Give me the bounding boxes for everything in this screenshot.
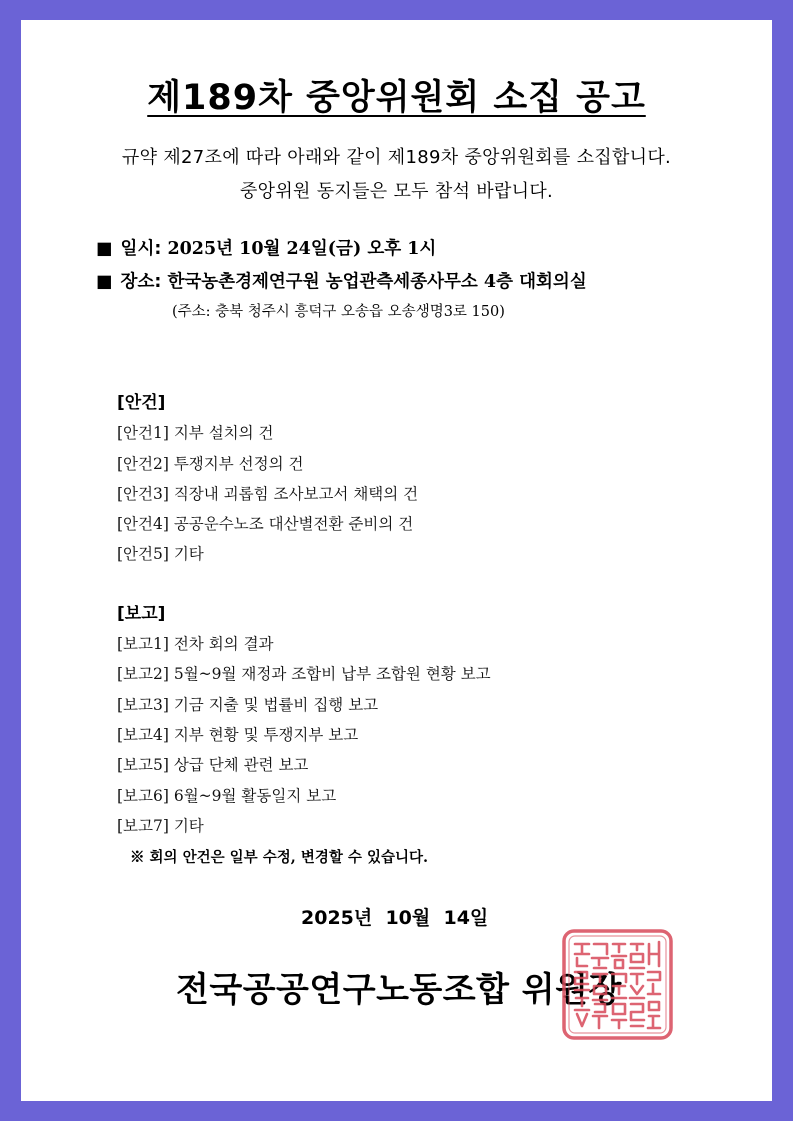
report-item: [보고4] 지부 현황 및 투쟁지부 보고 (117, 726, 359, 744)
agenda-item: [안건4] 공공운수노조 대산별전환 준비의 건 (117, 515, 414, 533)
datetime-value: 2025년 10월 24일(금) 오후 1시 (167, 239, 437, 259)
issue-date: 2025년 10월 14일 (301, 907, 489, 929)
report-item: [보고2] 5월~9월 재정과 조합비 납부 조합원 현황 보고 (117, 665, 491, 683)
datetime-label: 일시: (120, 239, 162, 259)
datetime-row (96, 237, 436, 261)
address: (주소: 충북 청주시 흥덕구 오송읍 오송생명3로 150) (172, 304, 505, 320)
agenda-item: [안건2] 투쟁지부 선정의 건 (117, 455, 304, 473)
place-label: 장소: (120, 272, 162, 292)
official-seal-stamp (561, 928, 674, 1041)
reports-heading: [보고] (117, 604, 166, 624)
intro-line-2: 중앙위원 동지들은 모두 참석 바랍니다. (239, 181, 554, 202)
bullet-square-icon: ■ (96, 272, 113, 292)
report-item: [보고7] 기타 (117, 817, 204, 835)
place-value: 한국농촌경제연구원 농업관측세종사무소 4층 대회의실 (167, 272, 587, 292)
report-item: [보고6] 6월~9월 활동일지 보고 (117, 787, 337, 805)
bullet-square-icon: ■ (96, 239, 113, 259)
agenda-item: [안건1] 지부 설치의 건 (117, 424, 274, 442)
agenda-item: [안건3] 직장내 괴롭힘 조사보고서 채택의 건 (117, 485, 419, 503)
report-item: [보고1] 전차 회의 결과 (117, 635, 274, 653)
notice-note: ※ 회의 안건은 일부 수정, 변경할 수 있습니다. (130, 849, 429, 866)
place-row (96, 270, 587, 294)
intro-line-1: 규약 제27조에 따라 아래와 같이 제189차 중앙위원회를 소집합니다. (121, 147, 672, 168)
report-item: [보고3] 기금 지출 및 법률비 집행 보고 (117, 696, 379, 714)
report-item: [보고5] 상급 단체 관련 보고 (117, 756, 309, 774)
agenda-item: [안건5] 기타 (117, 545, 204, 563)
document-title: 제189차 중앙위원회 소집 공고 (147, 78, 646, 118)
agenda-heading: [안건] (117, 393, 166, 413)
signer-name: 전국공공연구노동조합 위원장 (176, 970, 622, 1010)
